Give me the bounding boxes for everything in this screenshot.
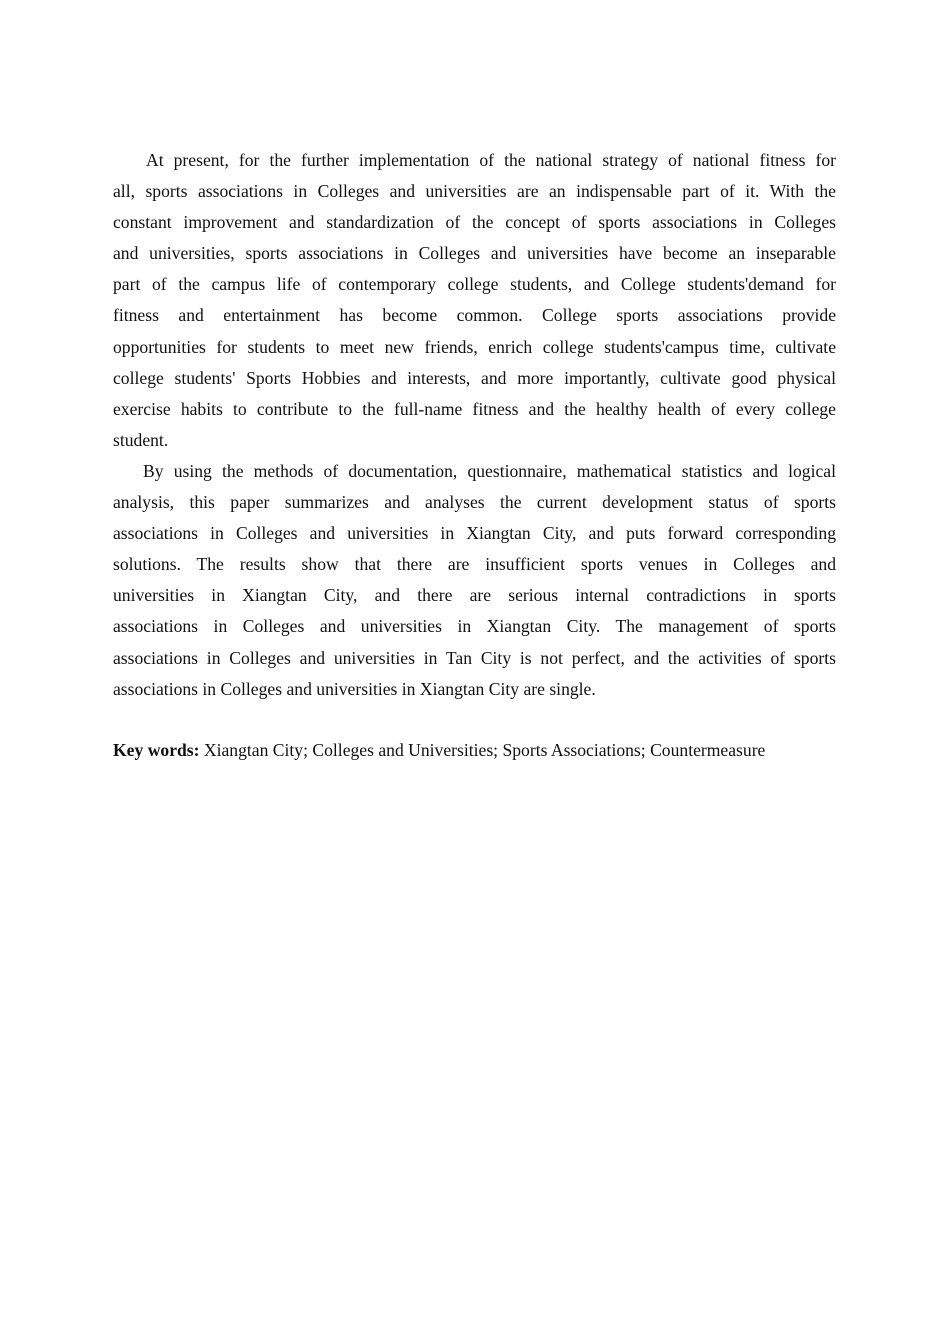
keywords-list: Xiangtan City; Colleges and Universities; Sports Associations; Countermeasure bbox=[199, 739, 766, 760]
text-line: associations in Colleges and universities in Xiangtan City are single. bbox=[113, 678, 596, 699]
text-line: constant improvement and standardization of the concept of sports associations in Colleges bbox=[113, 212, 836, 233]
keywords-label: Key words: bbox=[113, 739, 200, 760]
text-line: analysis, this paper summarizes and analyses the current development status of sports bbox=[113, 492, 836, 513]
text-line: and universities, sports associations in Colleges and universities have become an inseparable bbox=[113, 243, 836, 264]
text-line: all, sports associations in Colleges and universities are an indispensable part of it. With the bbox=[113, 181, 836, 202]
text-line: By using the methods of documentation, questionnaire, mathematical statistics and logical bbox=[143, 460, 836, 481]
abstract-body bbox=[113, 145, 836, 766]
text-line: At present, for the further implementation of the national strategy of national fitness for bbox=[146, 150, 836, 170]
abstract-paragraph-2 bbox=[113, 456, 836, 705]
text-line: opportunities for students to meet new friends, enrich college students'campus time, cultivate bbox=[113, 336, 836, 357]
text-line: fitness and entertainment has become common. College sports associations provide bbox=[113, 305, 836, 326]
text-line: universities in Xiangtan City, and there are serious internal contradictions in sports bbox=[113, 585, 836, 606]
text-line: solutions. The results show that there are insufficient sports venues in Colleges and bbox=[113, 554, 836, 575]
text-line: exercise habits to contribute to the full-name fitness and the healthy health of every college bbox=[113, 398, 836, 419]
text-line: associations in Colleges and universities in Xiangtan City. The management of sports bbox=[113, 616, 836, 637]
text-line: associations in Colleges and universities in Xiangtan City, and puts forward corresponding bbox=[113, 523, 836, 544]
text-line: college students' Sports Hobbies and interests, and more importantly, cultivate good physical bbox=[113, 367, 836, 388]
abstract-paragraph-1 bbox=[113, 145, 836, 456]
text-line: student. bbox=[113, 429, 169, 450]
keywords bbox=[113, 735, 836, 766]
text-line: associations in Colleges and universities in Tan City is not perfect, and the activities of sports bbox=[113, 647, 836, 668]
text-line: part of the campus life of contemporary college students, and College students'demand for bbox=[113, 274, 836, 295]
